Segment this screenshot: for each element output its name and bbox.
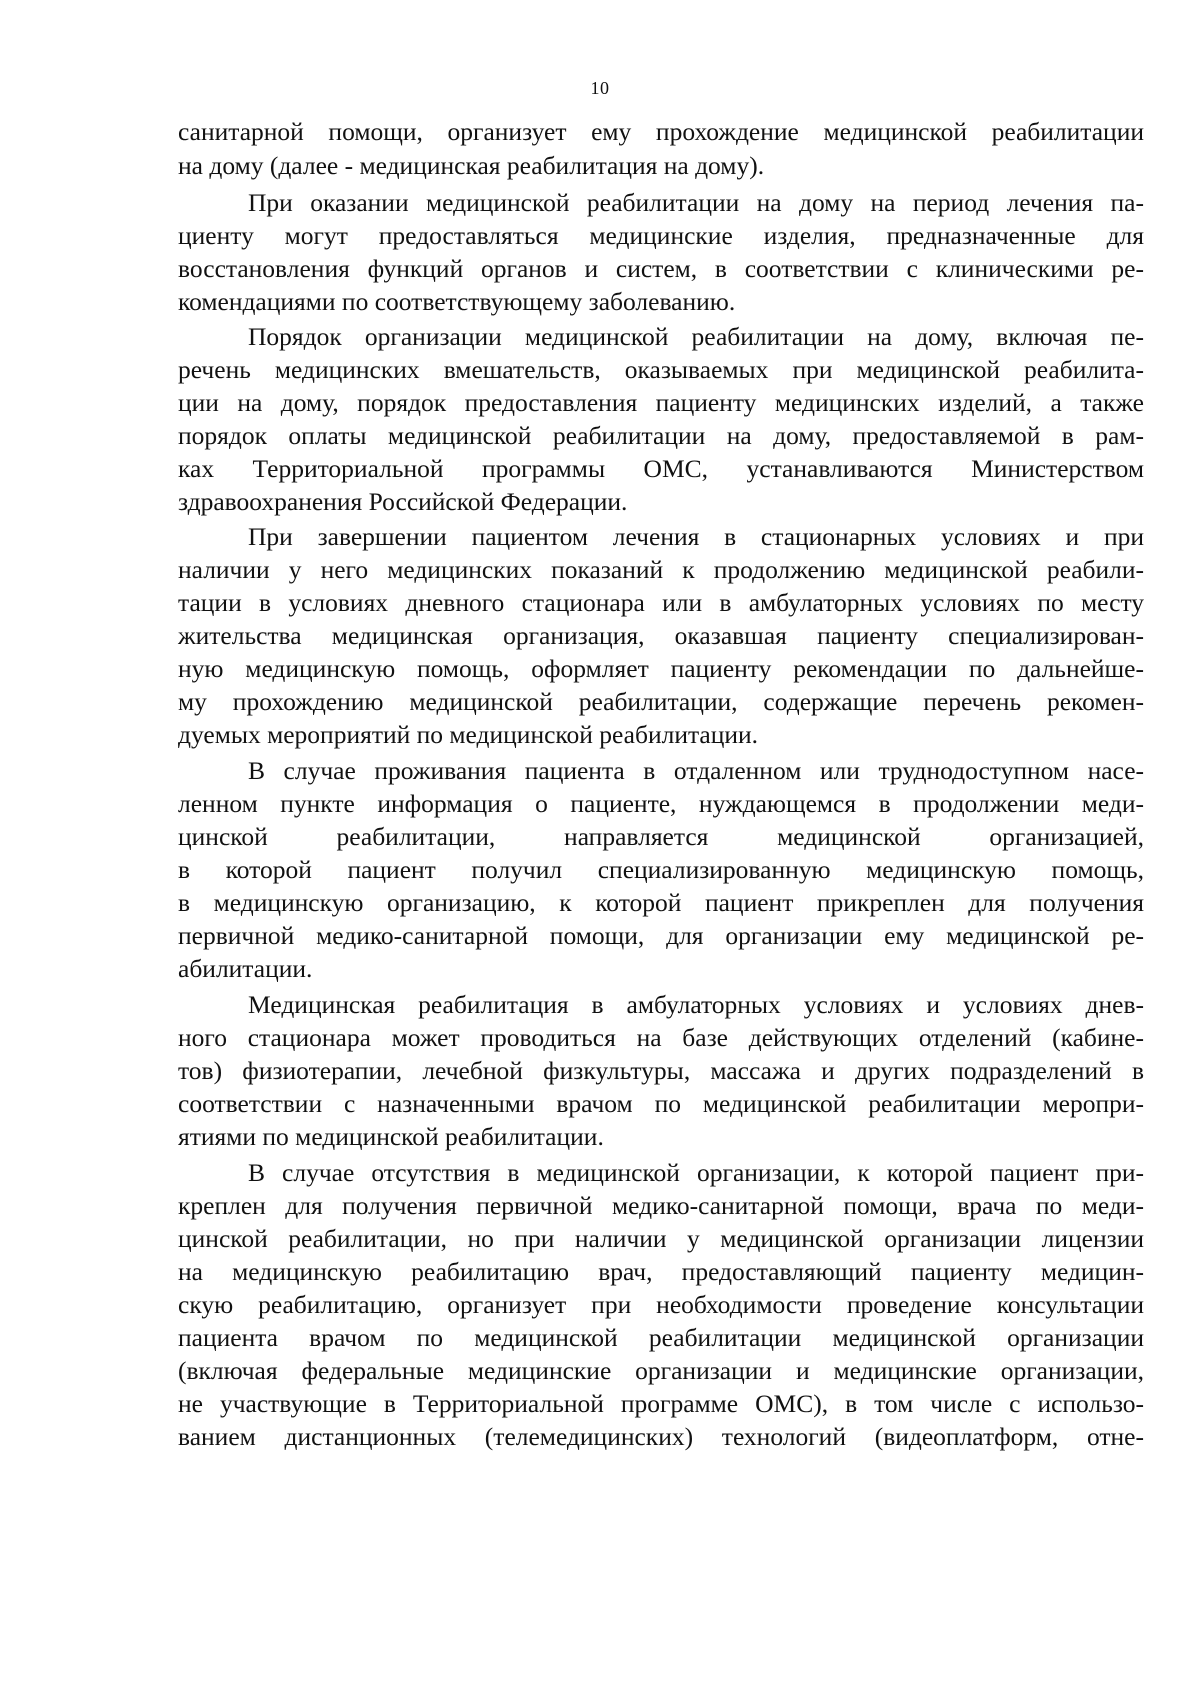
text-line: В случае отсутствия в медицинской организации, к которой пациент при-	[248, 1158, 1144, 1187]
text-line: При завершении пациентом лечения в стационарных условиях и при	[248, 522, 1144, 551]
text-line: Медицинская реабилитация в амбулаторных условиях и условиях днев-	[248, 990, 1144, 1019]
text-line: ятиями по медицинской реабилитации.	[178, 1122, 604, 1151]
text-line: креплен для получения первичной медико-санитарной помощи, врача по меди-	[178, 1191, 1144, 1220]
text-line: в медицинскую организацию, к которой пациент прикреплен для получения	[178, 888, 1144, 917]
text-line: Порядок организации медицинской реабилитации на дому, включая пе-	[248, 322, 1144, 351]
text-line: на медицинскую реабилитацию врач, предоставляющий пациенту медицин-	[178, 1257, 1144, 1286]
text-line: тации в условиях дневного стационара или в амбулаторных условиях по месту	[178, 588, 1144, 617]
text-line: пациента врачом по медицинской реабилитации медицинской организации	[178, 1323, 1144, 1352]
text-line: речень медицинских вмешательств, оказываемых при медицинской реабилита-	[178, 355, 1144, 384]
text-line: ленном пункте информация о пациенте, нуждающемся в продолжении меди-	[178, 789, 1144, 818]
page-number: 10	[590, 78, 610, 98]
text-line: ках Территориальной программы ОМС, устанавливаются Министерством	[178, 454, 1144, 483]
text-line: цинской реабилитации, направляется медицинской организацией,	[178, 822, 1144, 851]
text-line: тов) физиотерапии, лечебной физкультуры, массажа и других подразделений в	[178, 1056, 1144, 1085]
text-line: ции на дому, порядок предоставления пациенту медицинских изделий, а также	[178, 388, 1144, 417]
text-line: скую реабилитацию, организует при необходимости проведение консультации	[178, 1290, 1144, 1319]
text-line: ного стационара может проводиться на базе действующих отделений (кабине-	[178, 1023, 1144, 1052]
text-line: му прохождению медицинской реабилитации, содержащие перечень рекомен-	[178, 687, 1144, 716]
text-line: дуемых мероприятий по медицинской реабилитации.	[178, 720, 759, 749]
text-line: в которой пациент получил специализированную медицинскую помощь,	[178, 855, 1144, 884]
text-line: восстановления функций органов и систем, в соответствии с клиническими ре-	[178, 254, 1144, 283]
text-line: наличии у него медицинских показаний к продолжению медицинской реабили-	[178, 555, 1144, 584]
text-line: В случае проживания пациента в отдаленном или труднодоступном насе-	[248, 756, 1144, 785]
text-line: При оказании медицинской реабилитации на дому на период лечения па-	[248, 188, 1144, 217]
text-line: порядок оплаты медицинской реабилитации на дому, предоставляемой в рам-	[178, 421, 1144, 450]
text-line: соответствии с назначенными врачом по медицинской реабилитации меропри-	[178, 1089, 1144, 1118]
text-line: (включая федеральные медицинские организации и медицинские организации,	[178, 1356, 1144, 1385]
text-line: на дому (далее - медицинская реабилитация на дому).	[178, 151, 765, 180]
text-line: комендациями по соответствующему заболеванию.	[178, 287, 736, 316]
text-line: не участвующие в Территориальной программе ОМС), в том числе с использо-	[178, 1389, 1144, 1418]
text-line: ную медицинскую помощь, оформляет пациенту рекомендации по дальнейше-	[178, 654, 1144, 683]
text-line: здравоохранения Российской Федерации.	[178, 487, 628, 516]
text-line: ванием дистанционных (телемедицинских) технологий (видеоплатформ, отне-	[178, 1422, 1144, 1451]
text-line: первичной медико-санитарной помощи, для организации ему медицинской ре-	[178, 921, 1144, 950]
text-line: циенту могут предоставляться медицинские изделия, предназначенные для	[178, 221, 1144, 250]
text-line: абилитации.	[178, 954, 313, 983]
text-line: жительства медицинская организация, оказавшая пациенту специализирован-	[178, 621, 1144, 650]
text-line: санитарной помощи, организует ему прохождение медицинской реабилитации	[178, 117, 1144, 146]
text-line: цинской реабилитации, но при наличии у медицинской организации лицензии	[178, 1224, 1144, 1253]
